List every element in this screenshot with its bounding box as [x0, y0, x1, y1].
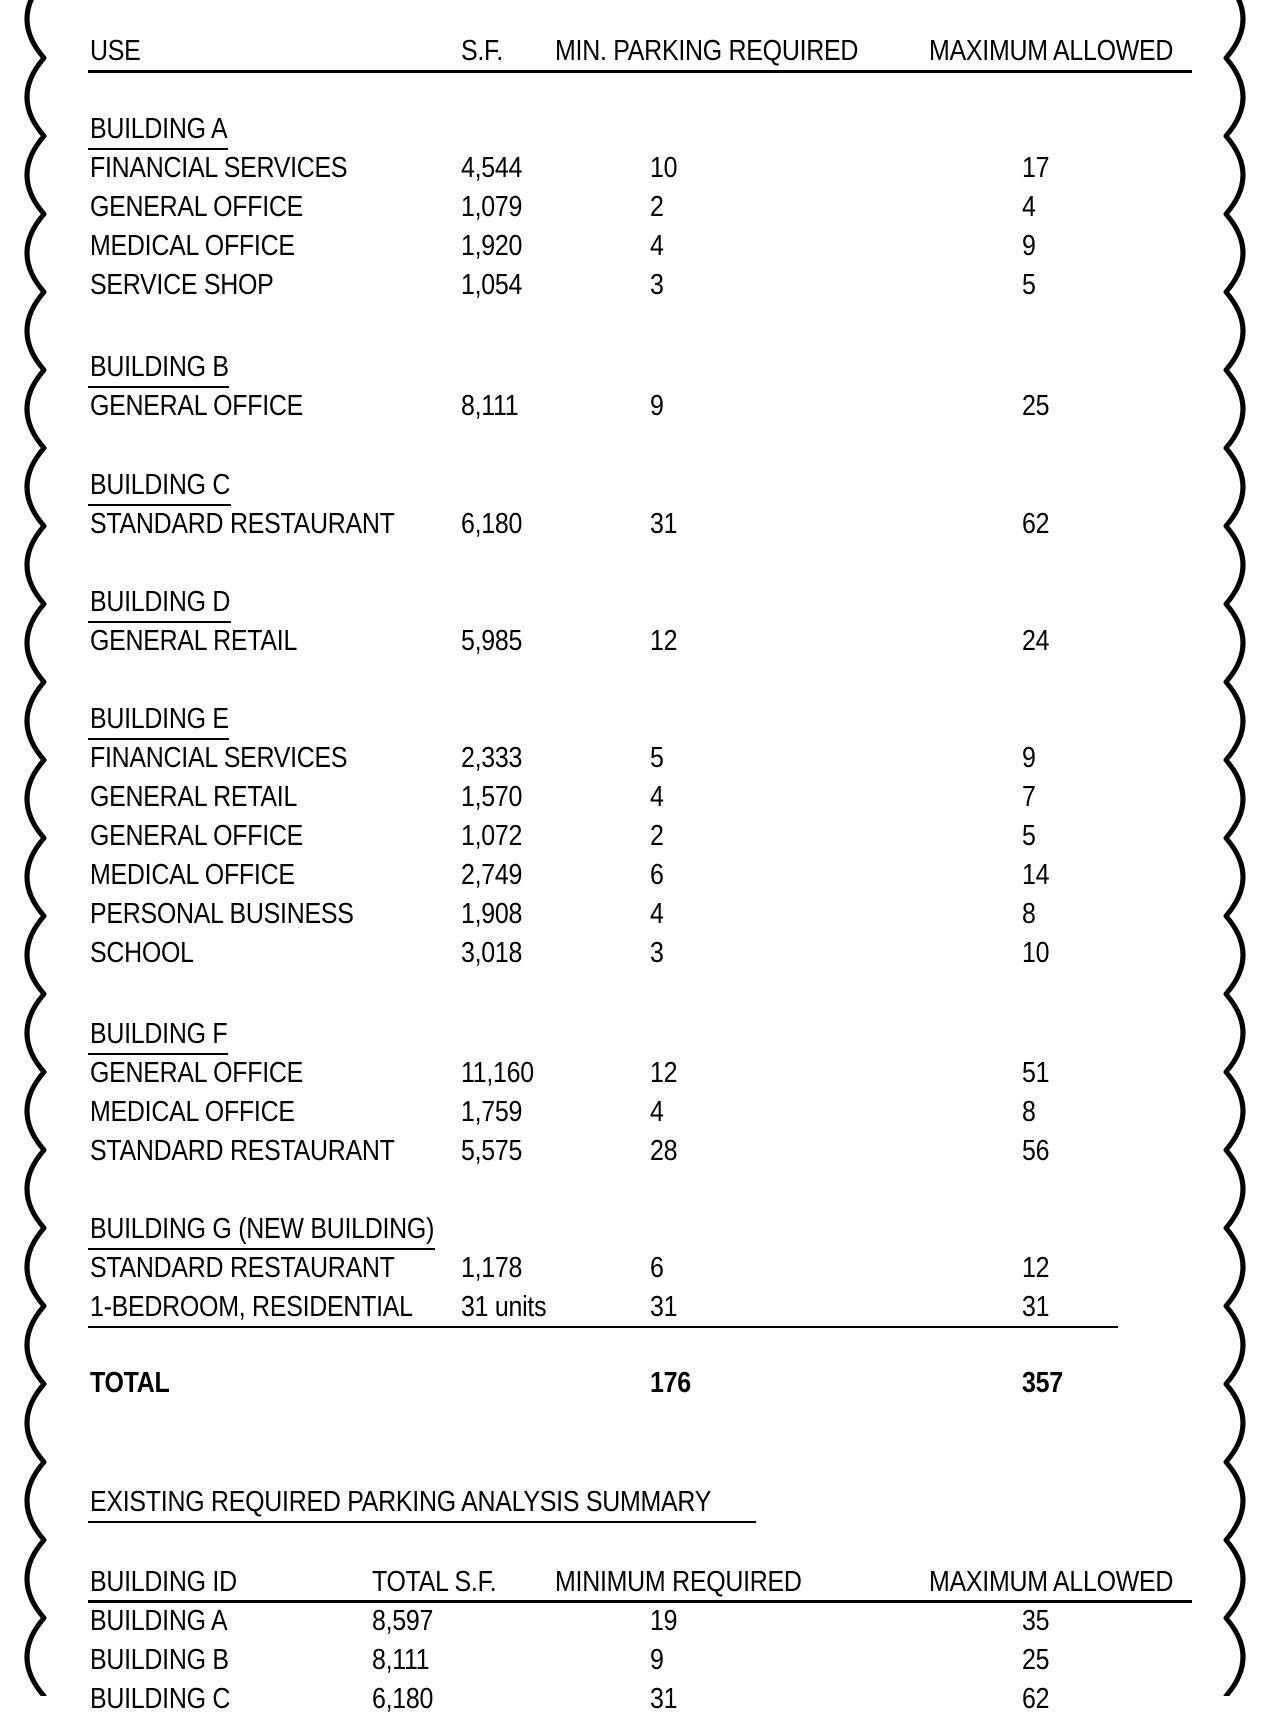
summary-max: 25 — [1022, 1644, 1050, 1676]
summary-max: 62 — [1022, 1683, 1050, 1715]
summary-max: 35 — [1022, 1605, 1050, 1637]
row-use: MEDICAL OFFICE — [90, 230, 295, 262]
row-sf: 1,570 — [461, 781, 523, 813]
row-min: 6 — [650, 859, 664, 891]
summary-title: EXISTING REQUIRED PARKING ANALYSIS SUMMARY — [90, 1486, 712, 1518]
row-min: 2 — [650, 191, 664, 223]
row-sf: 1,908 — [461, 898, 523, 930]
summary-sf: 6,180 — [372, 1683, 434, 1715]
row-min: 3 — [650, 269, 664, 301]
summary-title-underline — [88, 1521, 756, 1523]
row-max: 9 — [1022, 742, 1036, 774]
row-sf: 1,072 — [461, 820, 523, 852]
row-sf: 5,575 — [461, 1135, 523, 1167]
row-use: GENERAL OFFICE — [90, 191, 304, 223]
building-name-underline — [88, 148, 228, 150]
row-use: FINANCIAL SERVICES — [90, 742, 348, 774]
row-use: GENERAL OFFICE — [90, 820, 304, 852]
row-use: GENERAL OFFICE — [90, 390, 304, 422]
row-min: 31 — [650, 508, 678, 540]
row-use: MEDICAL OFFICE — [90, 859, 295, 891]
summary-sf: 8,597 — [372, 1605, 434, 1637]
summary-id: BUILDING C — [90, 1683, 231, 1715]
row-min: 9 — [650, 390, 664, 422]
row-max: 31 — [1022, 1291, 1050, 1323]
total-rule — [88, 1326, 1118, 1328]
summary-id: BUILDING A — [90, 1605, 228, 1637]
row-use: MEDICAL OFFICE — [90, 1096, 295, 1128]
row-sf: 1,054 — [461, 269, 523, 301]
building-name-underline — [88, 621, 231, 623]
row-min: 12 — [650, 1057, 678, 1089]
building-name-underline — [88, 386, 229, 388]
row-use: GENERAL OFFICE — [90, 1057, 304, 1089]
row-min: 4 — [650, 781, 664, 813]
row-sf: 4,544 — [461, 152, 523, 184]
row-max: 62 — [1022, 508, 1050, 540]
building-name-underline — [88, 1248, 435, 1250]
row-sf: 1,079 — [461, 191, 523, 223]
row-use: GENERAL RETAIL — [90, 781, 298, 813]
row-use: STANDARD RESTAURANT — [90, 1135, 395, 1167]
row-use: 1-BEDROOM, RESIDENTIAL — [90, 1291, 413, 1323]
row-use: FINANCIAL SERVICES — [90, 152, 348, 184]
cloud-scallops — [1226, 0, 1243, 1696]
header-rule — [88, 70, 1192, 73]
row-sf: 2,333 — [461, 742, 523, 774]
row-use: SCHOOL — [90, 937, 194, 969]
row-use: PERSONAL BUSINESS — [90, 898, 354, 930]
cloud-scallops — [27, 0, 44, 1696]
row-sf: 8,111 — [461, 390, 519, 422]
row-use: GENERAL RETAIL — [90, 625, 298, 657]
row-sf: 11,160 — [461, 1057, 534, 1089]
summary-header-sf: TOTAL S.F. — [372, 1566, 497, 1598]
row-min: 4 — [650, 230, 664, 262]
header-max-allowed: MAXIMUM ALLOWED — [929, 35, 1174, 67]
row-min: 6 — [650, 1252, 664, 1284]
row-max: 51 — [1022, 1057, 1050, 1089]
building-name-underline — [88, 1053, 228, 1055]
row-min: 10 — [650, 152, 678, 184]
row-sf: 5,985 — [461, 625, 523, 657]
building-name: BUILDING G (NEW BUILDING) — [90, 1213, 435, 1245]
row-max: 17 — [1022, 152, 1050, 184]
building-name: BUILDING F — [90, 1018, 228, 1050]
row-max: 25 — [1022, 390, 1050, 422]
row-sf: 2,749 — [461, 859, 523, 891]
row-sf: 3,018 — [461, 937, 523, 969]
row-max: 14 — [1022, 859, 1050, 891]
building-name: BUILDING A — [90, 113, 228, 145]
row-min: 2 — [650, 820, 664, 852]
row-sf: 31 units — [461, 1291, 547, 1323]
row-sf: 6,180 — [461, 508, 523, 540]
row-max: 8 — [1022, 1096, 1036, 1128]
header-min-parking: MIN. PARKING REQUIRED — [555, 35, 859, 67]
row-min: 12 — [650, 625, 678, 657]
row-max: 5 — [1022, 269, 1036, 301]
row-max: 9 — [1022, 230, 1036, 262]
row-max: 5 — [1022, 820, 1036, 852]
row-sf: 1,759 — [461, 1096, 523, 1128]
row-min: 31 — [650, 1291, 678, 1323]
summary-sf: 8,111 — [372, 1644, 430, 1676]
summary-min: 31 — [650, 1683, 678, 1715]
row-use: STANDARD RESTAURANT — [90, 1252, 395, 1284]
total-max: 357 — [1022, 1367, 1063, 1399]
row-min: 28 — [650, 1135, 678, 1167]
row-sf: 1,178 — [461, 1252, 523, 1284]
row-min: 4 — [650, 898, 664, 930]
row-min: 5 — [650, 742, 664, 774]
summary-min: 9 — [650, 1644, 664, 1676]
summary-header-rule — [88, 1600, 1192, 1603]
summary-header-min: MINIMUM REQUIRED — [555, 1566, 802, 1598]
summary-id: BUILDING B — [90, 1644, 229, 1676]
building-name: BUILDING E — [90, 703, 229, 735]
row-max: 8 — [1022, 898, 1036, 930]
building-name: BUILDING B — [90, 351, 229, 383]
row-max: 24 — [1022, 625, 1050, 657]
summary-header-max: MAXIMUM ALLOWED — [929, 1566, 1174, 1598]
row-use: STANDARD RESTAURANT — [90, 508, 395, 540]
summary-min: 19 — [650, 1605, 678, 1637]
building-name: BUILDING C — [90, 469, 231, 501]
building-name-underline — [88, 738, 229, 740]
header-use: USE — [90, 35, 141, 67]
row-max: 56 — [1022, 1135, 1050, 1167]
row-min: 3 — [650, 937, 664, 969]
total-min: 176 — [650, 1367, 691, 1399]
total-label: TOTAL — [90, 1367, 170, 1399]
row-max: 7 — [1022, 781, 1036, 813]
row-sf: 1,920 — [461, 230, 523, 262]
building-name-underline — [88, 504, 231, 506]
header-sf: S.F. — [461, 35, 503, 67]
row-max: 4 — [1022, 191, 1036, 223]
row-max: 10 — [1022, 937, 1050, 969]
row-use: SERVICE SHOP — [90, 269, 274, 301]
row-max: 12 — [1022, 1252, 1050, 1284]
row-min: 4 — [650, 1096, 664, 1128]
summary-header-id: BUILDING ID — [90, 1566, 237, 1598]
building-name: BUILDING D — [90, 586, 231, 618]
